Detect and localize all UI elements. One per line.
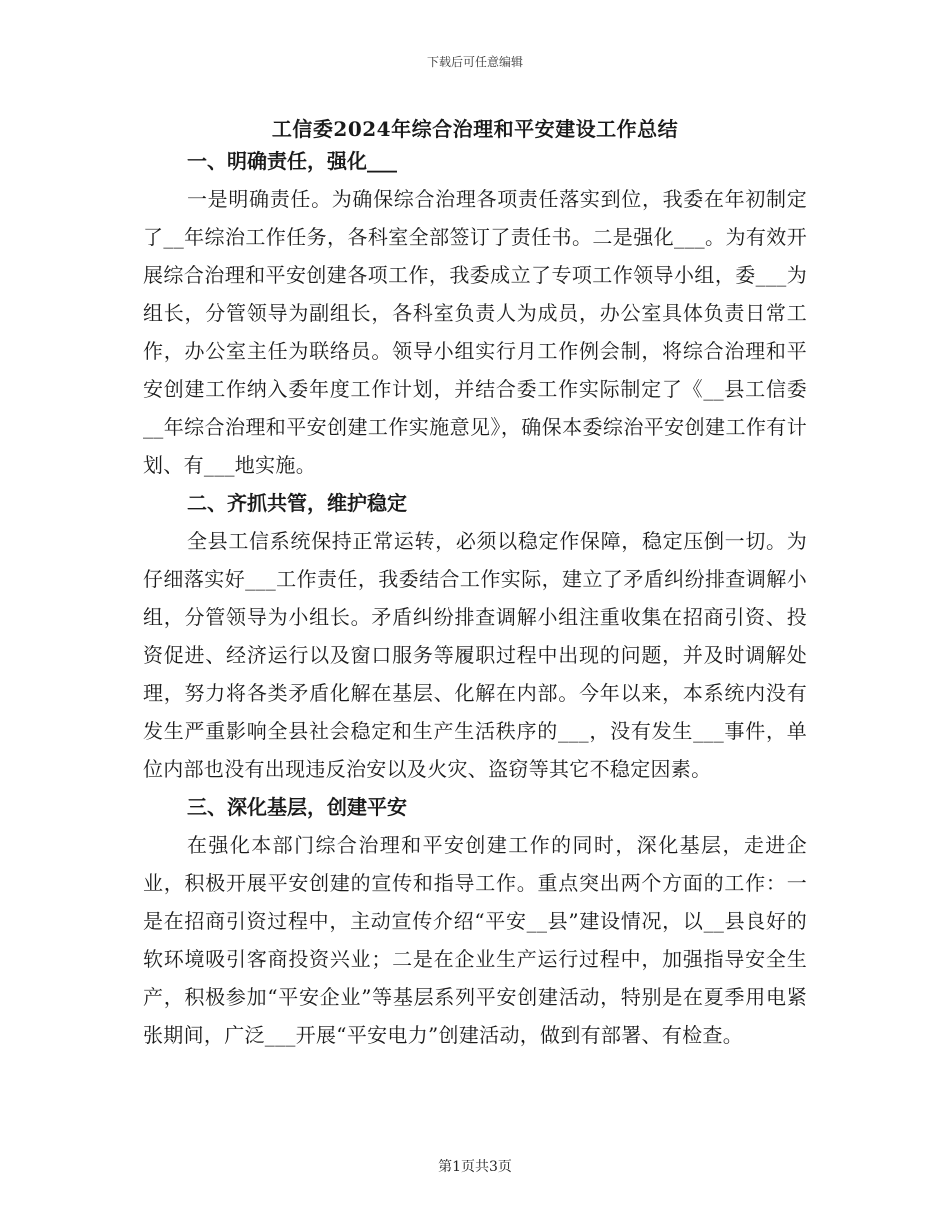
- section-paragraph-2: 全县工信系统保持正常运转，必须以稳定作保障，稳定压倒一切。为仔细落实好___工作责任，我委结合工作实际，建立了矛盾纠纷排查调解小组，分管领导为小组长。矛盾纠纷排查调解小组注重收集在招商引资、投资促进、经济运行以及窗口服务等履职过程中出现的问题，并及时调解处理，努力将各类矛盾化解在基层、化解在内部。今年以来，本系统内没有发生严重影响全县社会稳定和生产生活秩序的___，没有发生___事件，单位内部也没有出现违反治安以及火灾、盗窃等其它不稳定因素。: [143, 529, 807, 781]
- page-number: 第1页共3页: [438, 1159, 512, 1175]
- document-title: 工信委2024年综合治理和平安建设工作总结: [271, 117, 679, 141]
- document-body: [143, 142, 807, 1054]
- header-note: 下载后可任意编辑: [426, 55, 523, 69]
- section-paragraph-3: 在强化本部门综合治理和平安创建工作的同时，深化基层，走进企业，积极开展平安创建的宣传和指导工作。重点突出两个方面的工作：一是在招商引资过程中，主动宣传介绍“平安__县”建设情况，以__县良好的软环境吸引客商投资兴业；二是在企业生产运行过程中，加强指导安全生产，积极参加“平安企业”等基层系列平安创建活动，特别是在夏季用电紧张期间，广泛___开展“平安电力”创建活动，做到有部署、有检查。: [143, 833, 807, 1047]
- section-heading-2: 二、齐抓共管，维护稳定: [187, 491, 407, 515]
- section-paragraph-1: 一是明确责任。为确保综合治理各项责任落实到位，我委在年初制定了__年综治工作任务，各科室全部签订了责任书。二是强化___。为有效开展综合治理和平安创建各项工作，我委成立了专项工作领导小组，委___为组长，分管领导为副组长，各科室负责人为成员，办公室具体负责日常工作，办公室主任为联络员。领导小组实行月工作例会制，将综合治理和平安创建工作纳入委年度工作计划，并结合委工作实际制定了《__县工信委__年综合治理和平安创建工作实施意见》，确保本委综治平安创建工作有计划、有___地实施。: [143, 187, 807, 477]
- section-heading-1: 一、明确责任，强化___: [187, 149, 397, 173]
- section-heading-3: 三、深化基层，创建平安: [187, 795, 407, 819]
